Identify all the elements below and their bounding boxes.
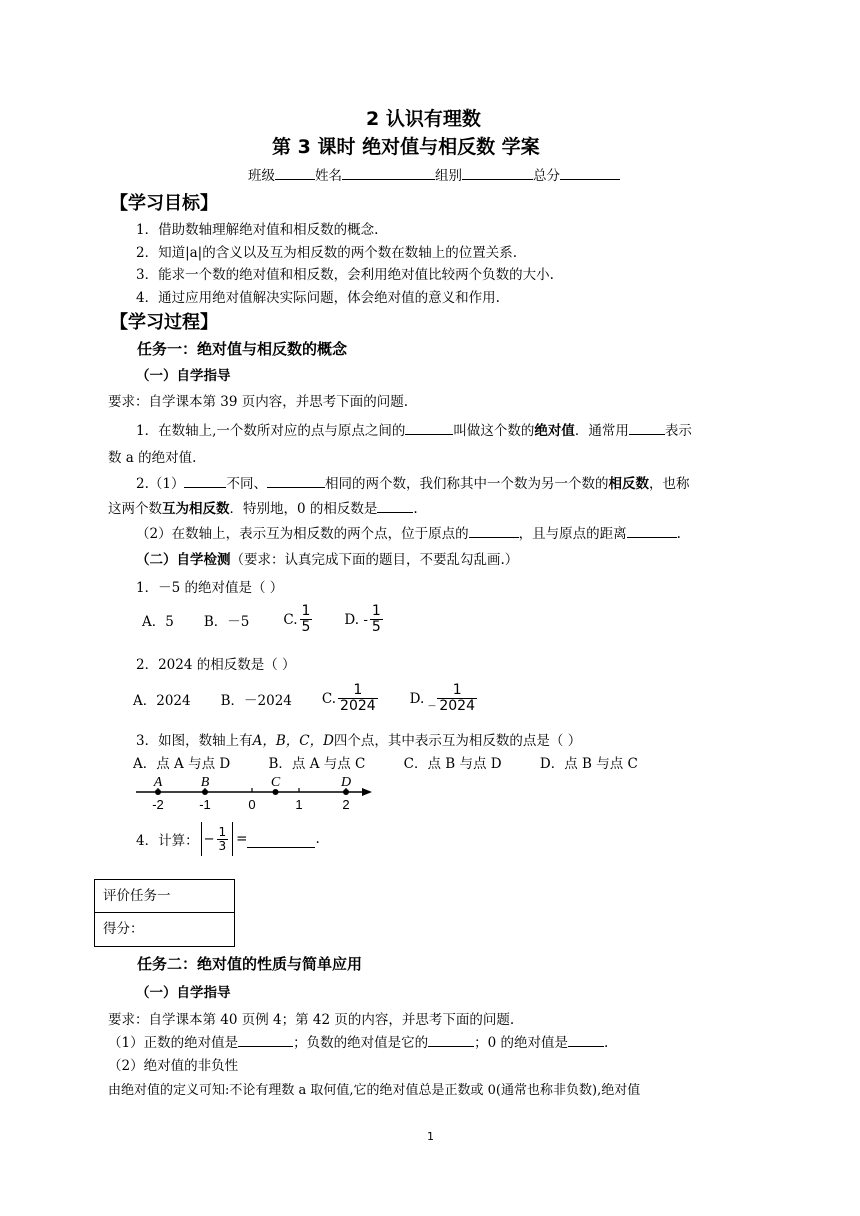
t2-text: . [603,1035,609,1051]
q2-term: 相反数 [608,476,649,492]
task2-item-3: 由绝对值的定义可知:不论有理数 a 取何值,它的绝对值总是正数或 0(通常也称非负数),绝对值 [108,1083,641,1098]
question-2-part2 [136,522,681,542]
question-1-cont: 数 a 的绝对值. [108,450,197,466]
exercise-3 [136,729,581,749]
t2-text: （1）正数的绝对值是 [108,1035,239,1051]
group-label: 组别 [435,168,462,184]
objective-item: 4．通过应用绝对值解决实际问题，体会绝对值的意义和作用. [136,290,500,306]
option-d[interactable]: D. _ [409,690,436,707]
q2-text: ．特别地，0 的相反数是 [229,501,378,517]
page-number: 1 [427,1130,434,1143]
point-label: B [200,775,210,790]
e4-text: . [315,831,320,847]
eval-task-label: 评价任务一 [95,880,234,913]
q1-text: ．通常用 [574,423,629,439]
number-line [130,770,380,818]
q2-blank-3[interactable] [377,498,413,513]
q2-text: 这两个数 [108,501,162,517]
option-c[interactable]: C. [283,611,298,628]
fraction: $\frac{1}{3}$ [218,824,227,853]
task2-guide-title: （一）自学指导 [136,985,231,1001]
exercise-4: 4．计算： − $\frac{1}{3}$ = . [136,822,320,856]
name-label: 姓名 [315,168,342,184]
objectives-heading: 【学习目标】 [110,193,218,214]
exercise-3-options [133,752,638,772]
option-a[interactable]: A．点 A 与点 D [133,756,231,772]
lesson-subtitle: 第 3 课时 绝对值与相反数 学案 [272,136,540,158]
option-b[interactable]: B．点 A 与点 C [268,756,366,772]
fraction: $\frac{1}{2024}$ [340,682,376,714]
exercise-2-options [133,683,479,714]
q1-term: 绝对值 [534,423,575,439]
fraction: $\frac{1}{2024}$ [439,682,475,714]
question-1 [136,419,692,439]
e4-answer-blank[interactable] [247,831,315,848]
group-field[interactable] [462,165,533,180]
score-label: 总分 [533,168,560,184]
e3-text: 四个点，其中表示互为相反数的点是（ ） [333,733,582,749]
objective-item: 3．能求一个数的绝对值和相反数，会利用绝对值比较两个负数的大小. [136,267,554,283]
lesson-title: 2 认识有理数 [366,108,481,130]
abs-expression: − $\frac{1}{3}$ [201,822,234,856]
task1-requirement: 要求：自学课本第 39 页内容，并思考下面的问题. [108,394,409,410]
evaluation-box [94,879,235,947]
e4-text: 4．计算： [136,833,199,849]
fraction: $\frac{1}{5}$ [371,603,381,635]
task2-title: 任务二：绝对值的性质与简单应用 [137,955,363,973]
exercise-1-options [142,604,385,635]
q2-blank-2[interactable] [267,473,325,488]
exercise-1: 1．－5 的绝对值是（ ） [136,580,284,596]
class-label: 班级 [248,168,275,184]
tick-label: -1 [199,797,211,812]
q1-text: 1．在数轴上,一个数所对应的点与原点之间的 [136,423,406,439]
point-label: D [340,775,352,790]
task2-requirement: 要求：自学课本第 40 页例 4；第 42 页的内容，并思考下面的问题. [108,1012,515,1028]
process-heading: 【学习过程】 [110,312,218,333]
t2-blank-3[interactable] [568,1032,604,1047]
fraction: $\frac{1}{5}$ [301,603,311,635]
tick-label: 0 [248,797,256,812]
task1-title: 任务一：绝对值与相反数的概念 [137,340,348,358]
option-c[interactable]: C．点 B 与点 D [403,756,502,772]
exercise-2: 2．2024 的相反数是（ ） [136,657,296,673]
self-check-title: （二）自学检测 [136,552,231,568]
q1-blank-1[interactable] [405,420,453,435]
option-b[interactable]: B．－2024 [220,692,292,709]
header-fields [248,164,620,184]
q1-text: 叫做这个数的 [453,423,535,439]
q2-term: 互为相反数 [162,501,230,517]
self-check-note: （要求：认真完成下面的题目，不要乱勾乱画.） [230,552,519,568]
name-field[interactable] [342,165,435,180]
task2-item-1 [108,1031,608,1051]
option-d[interactable]: D．点 B 与点 C [539,756,638,772]
e3-points: A，B，C，D [252,733,334,749]
q2-text: ，也称 [648,476,690,492]
option-c[interactable]: C. [321,690,337,707]
point-label: A [153,775,163,790]
q2-text: 相同的两个数，我们称其中一个数为另一个数的 [324,476,609,492]
question-2 [136,472,689,492]
q2p2-text: ，且与原点的距离 [518,526,627,542]
e3-text: 3．如图，数轴上有 [136,733,253,749]
t2-text: ；负数的绝对值是它的 [293,1035,429,1051]
q1-text: 表示 [664,423,692,439]
option-a[interactable]: A．2024 [133,692,191,709]
option-b[interactable]: B．－5 [203,613,250,630]
task2-item-2: （2）绝对值的非负性 [108,1058,239,1074]
q2-blank-1[interactable] [184,473,226,488]
question-2-cont [108,497,418,517]
objective-item: 1．借助数轴理解绝对值和相反数的概念. [136,222,379,238]
q2p2-text: （2）在数轴上，表示互为相反数的两个点，位于原点的 [136,526,469,542]
t2-text: ；0 的绝对值是 [474,1035,568,1051]
objective-item: 2．知道|a|的含义以及互为相反数的两个数在数轴上的位置关系. [136,245,518,261]
tick-label: -2 [152,797,164,812]
option-a[interactable]: A．5 [142,613,174,630]
q2-text: 不同、 [226,476,267,492]
q2p2-blank-1[interactable] [469,523,519,538]
task1-guide-title: （一）自学指导 [136,368,231,384]
axis-arrow [362,788,372,796]
q1-blank-2[interactable] [629,420,665,435]
score-field[interactable] [560,165,620,180]
point-label: C [270,775,281,790]
q2-text: 2.（1） [136,476,185,492]
t2-blank-2[interactable] [428,1032,474,1047]
self-check-heading [136,548,518,568]
option-d[interactable]: D. - [344,611,368,628]
tick-label: 2 [342,797,350,812]
q2p2-blank-2[interactable] [627,523,677,538]
q2p2-text: . [676,526,681,542]
t2-blank-1[interactable] [238,1032,293,1047]
eval-score-label[interactable]: 得分： [103,921,144,937]
tick-label: 1 [295,797,303,812]
q2-text: . [413,501,418,517]
class-field[interactable] [275,165,315,180]
